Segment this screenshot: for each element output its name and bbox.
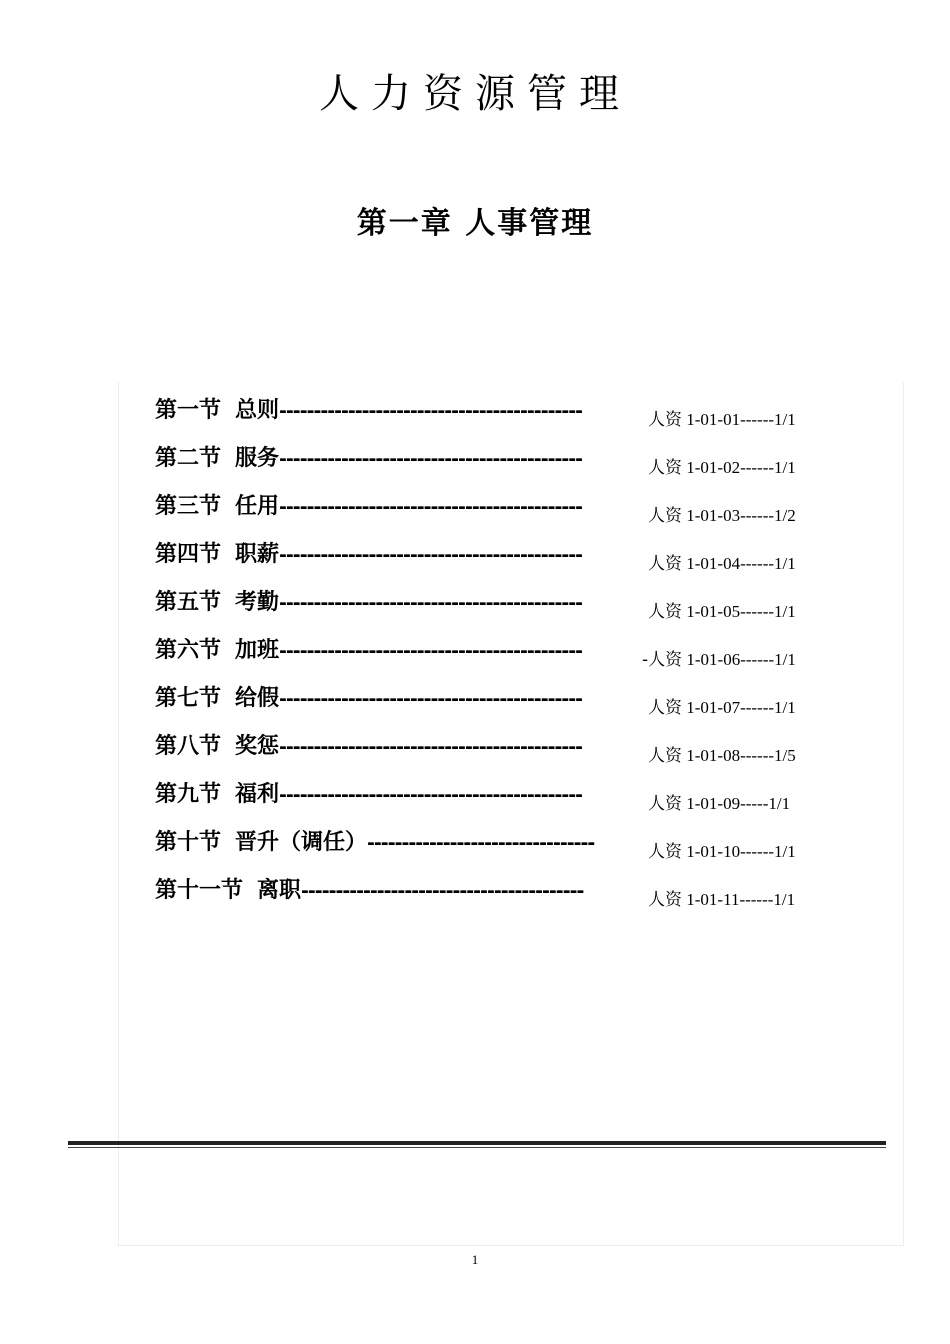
doc-code xyxy=(648,741,796,766)
toc-entry[interactable] xyxy=(155,681,835,729)
section-name: 考勤 xyxy=(235,590,280,615)
leader-dashes: -------------------------------------------- xyxy=(279,448,583,470)
section-number: 第十一节 xyxy=(155,878,244,903)
doc-code-prefix: 人资 xyxy=(648,410,682,430)
section-name: 任用 xyxy=(235,494,280,519)
section-name: 离职 xyxy=(257,878,302,903)
leader-dashes: ----------------------------------------- xyxy=(301,880,584,902)
doc-code-number: 1-01-06------1/1 xyxy=(682,650,796,669)
section-number: 第一节 xyxy=(155,398,222,423)
doc-code-prefix: 人资 xyxy=(648,842,682,862)
doc-code xyxy=(648,885,795,910)
leader-dashes: -------------------------------------------- xyxy=(279,688,583,710)
doc-code-prefix: 人资 xyxy=(648,794,682,814)
leader-dashes: --------------------------------- xyxy=(367,832,595,854)
toc-entry[interactable] xyxy=(155,393,835,441)
leader-dashes: -------------------------------------------- xyxy=(279,784,583,806)
doc-code xyxy=(648,597,796,622)
doc-code-number: 1-01-10------1/1 xyxy=(682,842,796,861)
doc-code xyxy=(648,501,796,526)
section-number: 第七节 xyxy=(155,686,222,711)
toc-entry[interactable] xyxy=(155,489,835,537)
section-name: 晋升（调任） xyxy=(235,830,368,855)
footer-rule-thick xyxy=(68,1141,886,1145)
toc-entry[interactable] xyxy=(155,537,835,585)
doc-code-prefix: 人资 xyxy=(648,890,682,910)
section-name: 服务 xyxy=(235,446,280,471)
doc-code-prefix: 人资 xyxy=(648,698,682,718)
leader-dashes: -------------------------------------------- xyxy=(279,496,583,518)
toc-entry[interactable] xyxy=(155,441,835,489)
doc-code xyxy=(648,693,796,718)
doc-code-number: 1-01-11------1/1 xyxy=(682,890,796,909)
doc-code xyxy=(648,837,796,862)
doc-code-prefix: 人资 xyxy=(648,554,682,574)
toc-entry[interactable] xyxy=(155,633,835,681)
doc-code-number: 1-01-08------1/5 xyxy=(682,746,796,765)
section-number: 第五节 xyxy=(155,590,222,615)
leader-dashes: -------------------------------------------- xyxy=(279,400,583,422)
toc-entry[interactable] xyxy=(155,777,835,825)
section-number: 第九节 xyxy=(155,782,222,807)
doc-code-number: 1-01-09-----1/1 xyxy=(682,794,791,813)
toc-entry[interactable] xyxy=(155,585,835,633)
section-name: 奖惩 xyxy=(235,734,280,759)
doc-code-number: 1-01-02------1/1 xyxy=(682,458,796,477)
section-number: 第六节 xyxy=(155,638,222,663)
section-name: 职薪 xyxy=(235,542,280,567)
doc-code-prefix: -人资 xyxy=(642,650,683,670)
leader-dashes: -------------------------------------------- xyxy=(279,640,583,662)
doc-code-number: 1-01-01------1/1 xyxy=(682,410,796,429)
section-name: 福利 xyxy=(235,782,280,807)
section-number: 第二节 xyxy=(155,446,222,471)
doc-code-number: 1-01-03------1/2 xyxy=(682,506,796,525)
leader-dashes: -------------------------------------------- xyxy=(279,592,583,614)
doc-code-prefix: 人资 xyxy=(648,602,682,622)
doc-code xyxy=(648,549,796,574)
section-name: 总则 xyxy=(235,398,280,423)
toc-entry[interactable] xyxy=(155,825,835,873)
doc-code-prefix: 人资 xyxy=(648,746,682,766)
section-number: 第三节 xyxy=(155,494,222,519)
doc-code-number: 1-01-05------1/1 xyxy=(682,602,796,621)
footer-rule-thin xyxy=(68,1147,886,1148)
section-number: 第四节 xyxy=(155,542,222,567)
toc-entry[interactable] xyxy=(155,729,835,777)
chapter-title: 第一章 人事管理 xyxy=(356,206,594,241)
doc-code-number: 1-01-04------1/1 xyxy=(682,554,796,573)
page-number: 1 xyxy=(471,1252,479,1267)
table-of-contents xyxy=(155,393,835,921)
section-number: 第十节 xyxy=(155,830,222,855)
doc-code xyxy=(648,453,796,478)
doc-code xyxy=(648,789,790,814)
doc-code-prefix: 人资 xyxy=(648,506,682,526)
section-name: 给假 xyxy=(235,686,280,711)
document-title: 人力资源管理 xyxy=(319,71,631,117)
section-number: 第八节 xyxy=(155,734,222,759)
leader-dashes: -------------------------------------------- xyxy=(279,736,583,758)
section-name: 加班 xyxy=(235,638,280,663)
doc-code xyxy=(642,645,796,670)
toc-entry[interactable] xyxy=(155,873,835,921)
leader-dashes: -------------------------------------------- xyxy=(279,544,583,566)
doc-code-number: 1-01-07------1/1 xyxy=(682,698,796,717)
doc-code xyxy=(648,405,796,430)
doc-code-prefix: 人资 xyxy=(648,458,682,478)
